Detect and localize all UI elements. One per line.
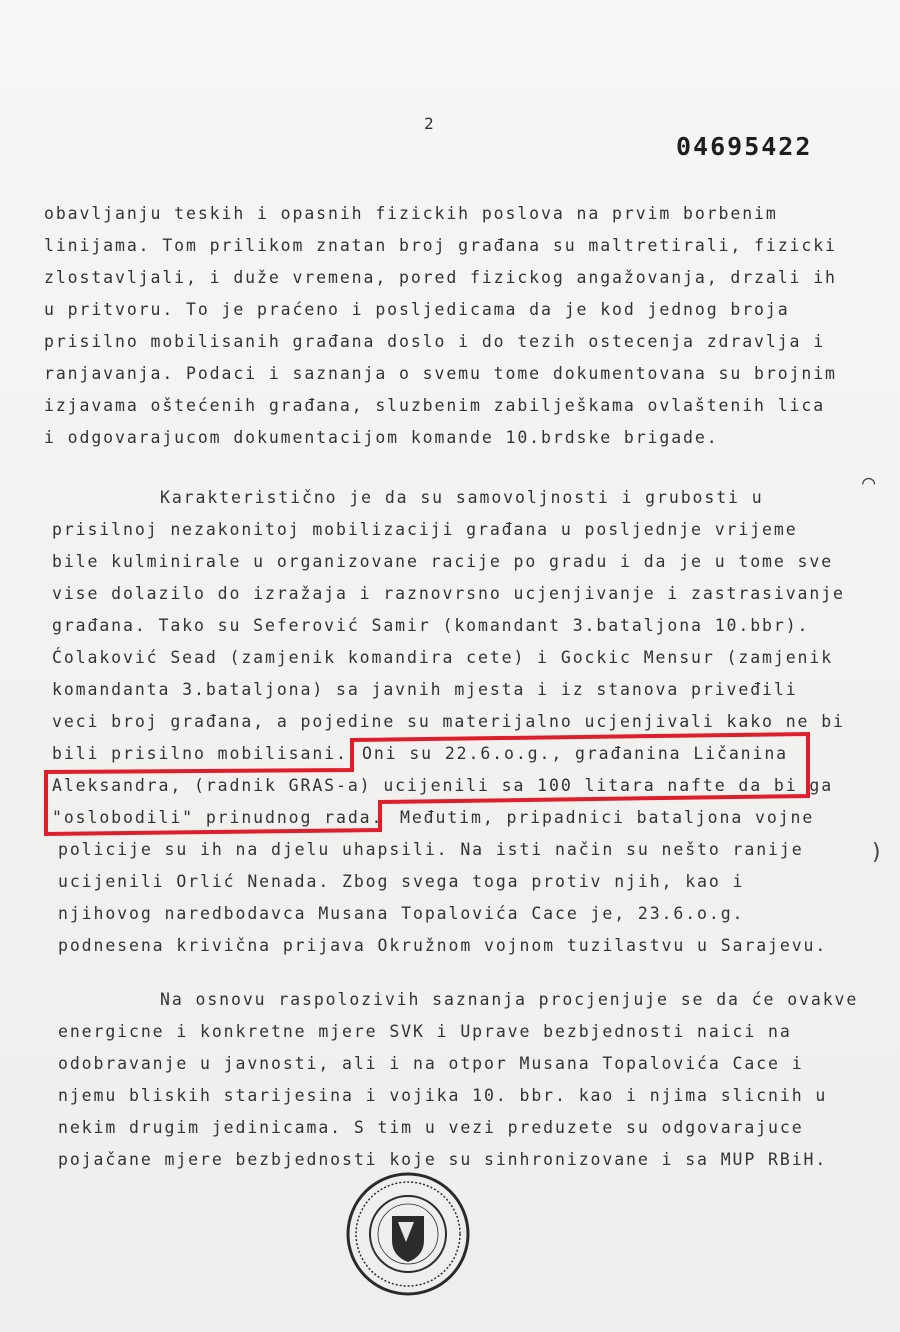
text-line: njemu bliskih starijesina i vojika 10. bbr. kao i njima slicnih u — [58, 1086, 828, 1105]
highlighted-text-line: Oni su 22.6.o.g., građanina Ličanina — [362, 744, 789, 763]
text-line: u pritvoru. To je praćeno i posljedicama da je kod jednog broja — [44, 300, 790, 319]
text-line: prisilno mobilisanih građana doslo i do tezih ostecenja zdravlja i — [44, 332, 826, 351]
text-line: Ćolaković Sead (zamjenik komandira cete) i Gockic Mensur (zamjenik — [52, 648, 834, 667]
text-line: i odgovarajucom dokumentacijom komande 10.brdske brigade. — [44, 428, 719, 447]
text-line: ucijenili Orlić Nenada. Zbog svega toga protiv njih, kao i — [58, 872, 745, 891]
text-line: energicne i konkretne mjere SVK i Uprave bezbjednosti naici na — [58, 1022, 792, 1041]
document-number: 04695422 — [676, 132, 813, 161]
text-line: prisilnoj nezakonitoj mobilizaciji građana u posljednje vrijeme — [52, 520, 798, 539]
text-line: zlostavljali, i duže vremena, pored fizickog angažovanja, drzali ih — [44, 268, 837, 287]
text-line: pojačane mjere bezbjednosti koje su sinhronizovane i sa MUP RBiH. — [58, 1150, 828, 1169]
text-line: nekim drugim jedinicama. S tim u vezi preduzete su odgovarajuce — [58, 1118, 804, 1137]
text-line: obavljanju teskih i opasnih fizickih poslova na prvim borbenim — [44, 204, 778, 223]
text-line: njihovog naredbodavca Musana Topalovića Cace je, 23.6.o.g. — [58, 904, 745, 923]
text-line: bile kulminirale u organizovane racije po gradu i da je u tome sve — [52, 552, 834, 571]
highlighted-text-line: "oslobodili" prinudnog rada. — [52, 808, 384, 827]
text-line: izjavama oštećenih građana, sluzbenim zabilješkama ovlaštenih lica — [44, 396, 826, 415]
highlighted-text-line: Aleksandra, (radnik GRAS-a) ucijenili sa 100 litara nafte da bi ga — [52, 776, 834, 795]
text-line: bili prisilno mobilisani. — [52, 744, 348, 763]
text-line: Karakteristično je da su samovoljnosti i grubosti u — [160, 488, 764, 507]
text-line: policije su ih na djelu uhapsili. Na isti način su nešto ranije — [58, 840, 804, 859]
text-line: građana. Tako su Seferović Samir (komandant 3.bataljona 10.bbr). — [52, 616, 810, 635]
text-line: komandanta 3.bataljona) sa javnih mjesta i iz stanova priveđili — [52, 680, 798, 699]
text-line: vise dolazilo do izražaja i raznovrsno ucjenjivanje i zastrasivanje — [52, 584, 845, 603]
text-line: ranjavanja. Podaci i saznanja o svemu tome dokumentovana su brojnim — [44, 364, 837, 383]
margin-mark: ⌒ — [862, 470, 876, 495]
page-number: 2 — [424, 114, 434, 133]
text-line: Na osnovu raspolozivih saznanja procjenjuje se da će ovakve — [160, 990, 859, 1009]
text-line: linijama. Tom prilikom znatan broj građana su maltretirali, fizicki — [44, 236, 837, 255]
official-stamp-seal — [344, 1170, 472, 1298]
text-line: podnesena krivična prijava Okružnom vojnom tuzilastvu u Sarajevu. — [58, 936, 828, 955]
text-line: odobravanje u javnosti, ali i na otpor Musana Topalovića Cace i — [58, 1054, 804, 1073]
text-line: veci broj građana, a pojedine su materijalno ucjenjivali kako ne bi — [52, 712, 845, 731]
text-line: Međutim, pripadnici bataljona vojne — [400, 808, 815, 827]
margin-mark: ) — [870, 840, 884, 865]
